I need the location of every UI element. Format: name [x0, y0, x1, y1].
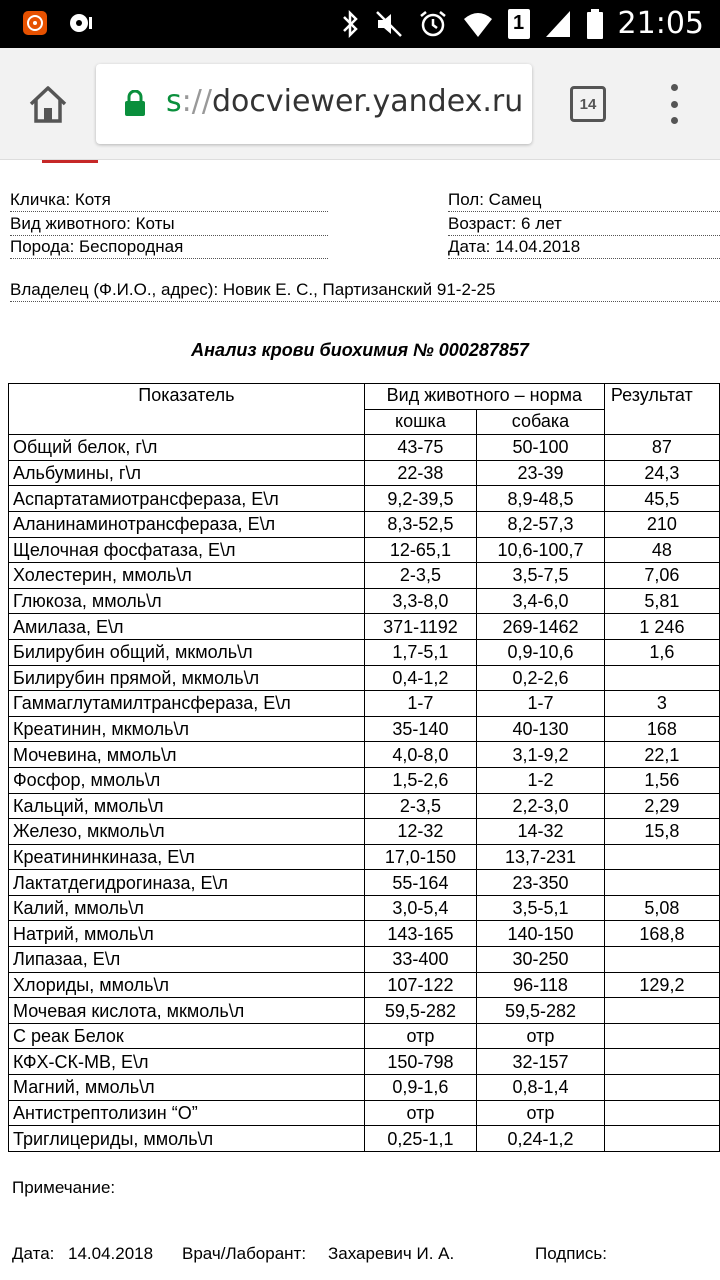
cell-indicator: Амилаза, Е\л [9, 614, 365, 640]
cell-result: 87 [604, 435, 719, 461]
cell-indicator: Глюкоза, ммоль\л [9, 588, 365, 614]
home-icon [26, 82, 70, 126]
cell-indicator: Железо, мкмоль\л [9, 819, 365, 845]
cell-indicator: КФХ-СК-МВ, Е\л [9, 1049, 365, 1075]
cell-indicator: Билирубин прямой, мкмоль\л [9, 665, 365, 691]
cell-indicator: Натрий, ммоль\л [9, 921, 365, 947]
cell-indicator: Магний, ммоль\л [9, 1075, 365, 1101]
table-row [9, 1049, 720, 1075]
table-row [9, 742, 720, 768]
cell-cat-norm: 1,5-2,6 [364, 767, 476, 793]
cell-indicator: Креатининкиназа, Е\л [9, 844, 365, 870]
table-row [9, 793, 720, 819]
table-row [9, 972, 720, 998]
analysis-date: Дата: 14.04.2018 [448, 237, 720, 259]
cell-indicator: Аланинаминотрансфераза, Е\л [9, 511, 365, 537]
cell-indicator: Калий, ммоль\л [9, 895, 365, 921]
table-row [9, 947, 720, 973]
tab-switcher-button[interactable] [570, 86, 606, 122]
cell-indicator: Кальций, ммоль\л [9, 793, 365, 819]
cell-dog-norm: 30-250 [477, 947, 605, 973]
cell-cat-norm: отр [364, 1100, 476, 1126]
cell-dog-norm: 3,5-5,1 [477, 895, 605, 921]
table-row [9, 665, 720, 691]
note-label: Примечание: [12, 1178, 116, 1197]
header-indicator: Показатель [9, 384, 365, 435]
cell-cat-norm: 12-32 [364, 819, 476, 845]
menu-dot-icon [671, 101, 678, 108]
cell-result: 22,1 [604, 742, 719, 768]
address-bar[interactable] [96, 64, 532, 144]
cell-cat-norm: 3,3-8,0 [364, 588, 476, 614]
cell-result: 129,2 [604, 972, 719, 998]
cell-cat-norm: 43-75 [364, 435, 476, 461]
cell-cat-norm: 12-65,1 [364, 537, 476, 563]
battery-icon [586, 8, 604, 40]
cell-result [604, 947, 719, 973]
footer-doctor-value: Захаревич И. А. [328, 1244, 455, 1263]
url-host: docviewer.yandex.ru [211, 84, 524, 119]
patient-name: Кличка: Котя [10, 190, 328, 212]
cell-cat-norm: 0,25-1,1 [364, 1126, 476, 1152]
table-row [9, 1075, 720, 1101]
header-dog: собака [477, 409, 605, 435]
table-row [9, 819, 720, 845]
cell-indicator: Холестерин, ммоль\л [9, 563, 365, 589]
cell-result: 48 [604, 537, 719, 563]
cell-cat-norm: 0,4-1,2 [364, 665, 476, 691]
cell-result: 7,06 [604, 563, 719, 589]
cell-dog-norm: 0,24-1,2 [477, 1126, 605, 1152]
footer-date-label: Дата: [12, 1244, 55, 1263]
cell-dog-norm: 10,6-100,7 [477, 537, 605, 563]
cell-dog-norm: отр [477, 1100, 605, 1126]
table-row [9, 1126, 720, 1152]
cell-cat-norm: 22-38 [364, 460, 476, 486]
cell-dog-norm: 1-7 [477, 691, 605, 717]
table-row [9, 460, 720, 486]
patient-age: Возраст: 6 лет [448, 214, 720, 236]
mute-icon [374, 9, 404, 39]
cell-cat-norm: 55-164 [364, 870, 476, 896]
cell-result: 24,3 [604, 460, 719, 486]
cell-dog-norm: 0,2-2,6 [477, 665, 605, 691]
cell-result: 15,8 [604, 819, 719, 845]
cell-dog-norm: 96-118 [477, 972, 605, 998]
cell-result: 5,81 [604, 588, 719, 614]
cell-indicator: Триглицериды, ммоль\л [9, 1126, 365, 1152]
cell-dog-norm: 40-130 [477, 716, 605, 742]
cell-cat-norm: 17,0-150 [364, 844, 476, 870]
cell-dog-norm: 269-1462 [477, 614, 605, 640]
cell-indicator: Щелочная фосфатаза, Е\л [9, 537, 365, 563]
cell-result: 1,6 [604, 639, 719, 665]
patient-breed: Порода: Беспородная [10, 237, 328, 259]
cell-cat-norm: 107-122 [364, 972, 476, 998]
cell-dog-norm: 59,5-282 [477, 998, 605, 1024]
cell-dog-norm: 3,1-9,2 [477, 742, 605, 768]
cell-cat-norm: 8,3-52,5 [364, 511, 476, 537]
cell-cat-norm: 9,2-39,5 [364, 486, 476, 512]
status-time: 21:05 [617, 6, 704, 41]
cell-result [604, 1100, 719, 1126]
cell-result [604, 665, 719, 691]
home-button[interactable] [26, 82, 70, 126]
cell-result: 2,29 [604, 793, 719, 819]
cell-result [604, 998, 719, 1024]
cell-indicator: Липазаа, Е\л [9, 947, 365, 973]
footer-doctor-label: Врач/Лаборант: [182, 1244, 307, 1263]
cell-result: 210 [604, 511, 719, 537]
cell-indicator: Альбумины, г\л [9, 460, 365, 486]
cell-cat-norm: 35-140 [364, 716, 476, 742]
cell-cat-norm: 33-400 [364, 947, 476, 973]
signal-icon [544, 9, 572, 39]
cell-dog-norm: 23-350 [477, 870, 605, 896]
cell-result [604, 1049, 719, 1075]
cell-cat-norm: 143-165 [364, 921, 476, 947]
table-row [9, 921, 720, 947]
lock-icon [124, 90, 146, 121]
cell-result [604, 1126, 719, 1152]
cell-indicator: Мочевая кислота, мкмоль\л [9, 998, 365, 1024]
cell-indicator: Мочевина, ммоль\л [9, 742, 365, 768]
table-row [9, 563, 720, 589]
cell-dog-norm: 1-2 [477, 767, 605, 793]
table-row [9, 767, 720, 793]
header-mark [42, 160, 98, 163]
table-row [9, 716, 720, 742]
table-row [9, 895, 720, 921]
url-text [166, 84, 523, 119]
cell-dog-norm: 2,2-3,0 [477, 793, 605, 819]
bluetooth-icon [340, 9, 360, 39]
menu-dot-icon [671, 117, 678, 124]
cell-result: 3 [604, 691, 719, 717]
cell-dog-norm: 23-39 [477, 460, 605, 486]
cell-result: 168,8 [604, 921, 719, 947]
tab-count: 14 [579, 95, 597, 113]
cell-dog-norm: 8,9-48,5 [477, 486, 605, 512]
patient-sex: Пол: Самец [448, 190, 720, 212]
cell-dog-norm: 14-32 [477, 819, 605, 845]
cell-result [604, 1075, 719, 1101]
cell-dog-norm: 140-150 [477, 921, 605, 947]
cell-cat-norm: 59,5-282 [364, 998, 476, 1024]
cell-cat-norm: 1,7-5,1 [364, 639, 476, 665]
url-scheme: s [166, 84, 182, 119]
cell-dog-norm: 3,4-6,0 [477, 588, 605, 614]
owner-info: Владелец (Ф.И.О., адрес): Новик Е. С., Партизанский 91-2-25 [10, 280, 720, 302]
table-row [9, 588, 720, 614]
header-cat: кошка [364, 409, 476, 435]
cell-cat-norm: 3,0-5,4 [364, 895, 476, 921]
patient-species: Вид животного: Коты [10, 214, 328, 236]
table-row [9, 844, 720, 870]
cell-cat-norm: 4,0-8,0 [364, 742, 476, 768]
document-viewer [0, 160, 720, 1280]
cell-indicator: Лактатдегидрогиназа, Е\л [9, 870, 365, 896]
url-separator: :// [181, 84, 212, 119]
cell-dog-norm: 50-100 [477, 435, 605, 461]
cell-cat-norm: 2-3,5 [364, 793, 476, 819]
cell-result: 45,5 [604, 486, 719, 512]
table-row [9, 1100, 720, 1126]
cell-cat-norm: 0,9-1,6 [364, 1075, 476, 1101]
table-row [9, 486, 720, 512]
cell-result: 1,56 [604, 767, 719, 793]
header-norm: Вид животного – норма [364, 384, 604, 410]
menu-button[interactable] [664, 84, 684, 124]
cell-indicator: С реак Белок [9, 1023, 365, 1049]
cell-indicator: Антистрептолизин “О” [9, 1100, 365, 1126]
results-table [8, 383, 720, 1152]
table-row [9, 691, 720, 717]
cell-result [604, 870, 719, 896]
app-notification-icon [22, 10, 48, 36]
cell-cat-norm: 2-3,5 [364, 563, 476, 589]
cell-dog-norm: отр [477, 1023, 605, 1049]
cell-result: 5,08 [604, 895, 719, 921]
media-icon [68, 11, 96, 35]
cell-dog-norm: 13,7-231 [477, 844, 605, 870]
cell-dog-norm: 32-157 [477, 1049, 605, 1075]
wifi-icon [462, 9, 494, 39]
table-row [9, 998, 720, 1024]
cell-indicator: Аспартатамиотрансфераза, Е\л [9, 486, 365, 512]
cell-dog-norm: 3,5-7,5 [477, 563, 605, 589]
cell-indicator: Билирубин общий, мкмоль\л [9, 639, 365, 665]
table-row [9, 1023, 720, 1049]
table-row [9, 870, 720, 896]
cell-indicator: Общий белок, г\л [9, 435, 365, 461]
cell-cat-norm: 371-1192 [364, 614, 476, 640]
cell-result: 1 246 [604, 614, 719, 640]
table-row [9, 511, 720, 537]
header-result: Результат [604, 384, 719, 435]
cell-cat-norm: 1-7 [364, 691, 476, 717]
cell-indicator: Фосфор, ммоль\л [9, 767, 365, 793]
menu-dot-icon [671, 84, 678, 91]
cell-dog-norm: 0,9-10,6 [477, 639, 605, 665]
alarm-icon [418, 9, 448, 39]
sim-icon: 1 [508, 9, 530, 39]
browser-toolbar [0, 48, 720, 160]
cell-indicator: Гаммаглутамилтрансфераза, Е\л [9, 691, 365, 717]
table-row [9, 614, 720, 640]
cell-result [604, 844, 719, 870]
table-row [9, 537, 720, 563]
table-row [9, 639, 720, 665]
cell-dog-norm: 8,2-57,3 [477, 511, 605, 537]
cell-cat-norm: 150-798 [364, 1049, 476, 1075]
footer-date-value: 14.04.2018 [68, 1244, 154, 1263]
cell-indicator: Хлориды, ммоль\л [9, 972, 365, 998]
table-row [9, 435, 720, 461]
cell-dog-norm: 0,8-1,4 [477, 1075, 605, 1101]
status-bar [0, 0, 720, 48]
cell-result [604, 1023, 719, 1049]
cell-cat-norm: отр [364, 1023, 476, 1049]
cell-result: 168 [604, 716, 719, 742]
footer-signature-label: Подпись: [535, 1244, 608, 1263]
document-title: Анализ крови биохимия № 000287857 [191, 340, 529, 360]
cell-indicator: Креатинин, мкмоль\л [9, 716, 365, 742]
